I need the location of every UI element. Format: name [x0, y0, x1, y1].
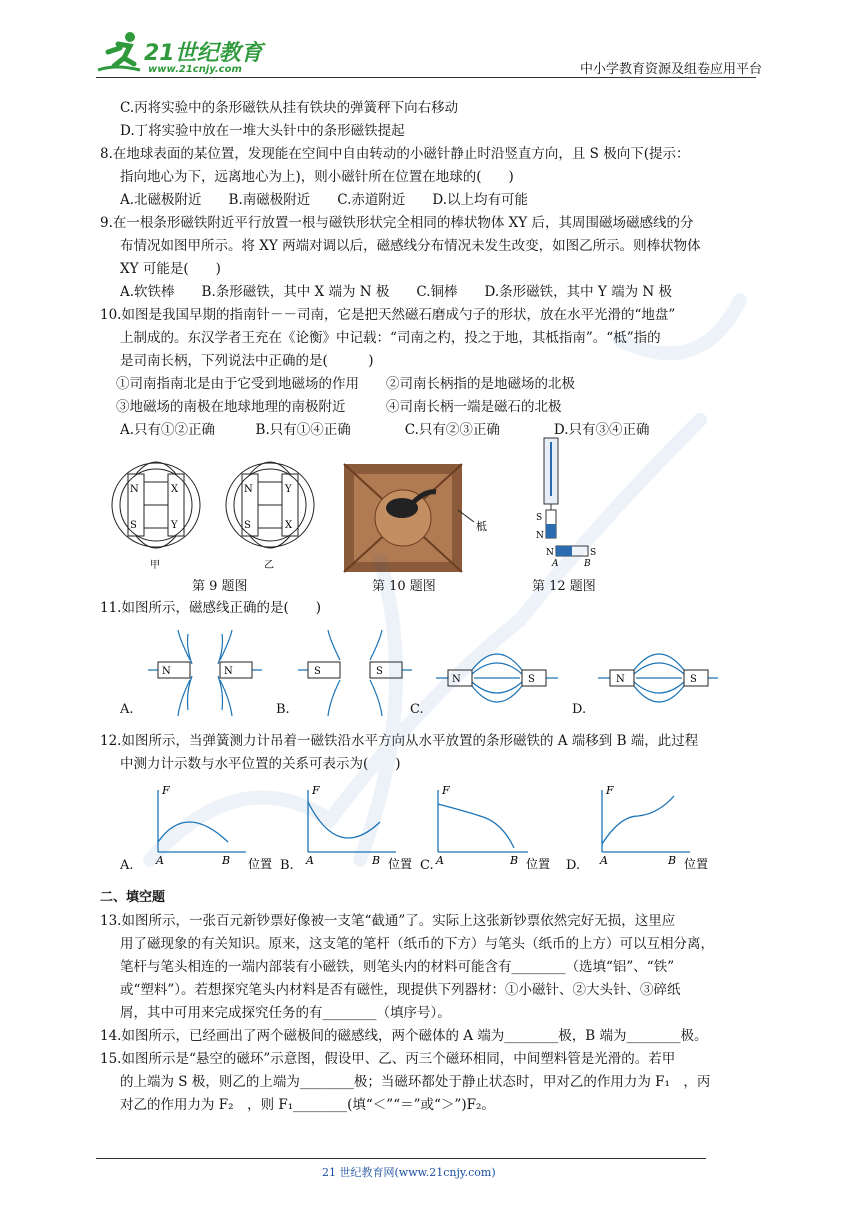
pole-S-label: S: [536, 513, 543, 523]
axis-B-label: B: [222, 854, 231, 867]
question-11: 11.如图所示，磁感线正确的是( ): [100, 600, 322, 616]
q12-graphs: [118, 782, 718, 878]
text-line: 对乙的作用力为 F₂ ，则 F₁________(填“＜”“＝”或“＞”)F₂。: [120, 1097, 495, 1113]
pole-N-label: N: [162, 666, 171, 677]
di-label: 柢: [476, 520, 487, 533]
text-line: C.丙将实验中的条形磁铁从挂有铁块的弹簧秤下向右移动: [120, 100, 459, 116]
end-B-label: B: [584, 559, 591, 568]
figure-jia-label: 甲: [150, 560, 160, 571]
pole-S-label: S: [376, 666, 383, 677]
axis-A-label: A: [306, 854, 314, 867]
text-line: ①司南指南北是由于它受到地磁场的作用 ②司南长柄指的是地磁场的北极: [116, 376, 575, 392]
section-heading: 二、填空题: [100, 890, 166, 905]
axis-A-label: A: [436, 854, 444, 867]
text-line: A.北磁极附近 B.南磁极附近 C.赤道附近 D.以上均有可能: [120, 192, 529, 208]
q11-option-b: B.: [276, 702, 290, 717]
text-line: 笔杆与笔头相连的一端内部装有小磁铁，则笔头内的材料可能含有________（选填“铝”、“铁”: [120, 959, 675, 975]
pole-N-label: N: [546, 548, 554, 558]
text-line: 的上端为 S 极，则乙的上端为________极；当磁环都处于静止状态时，甲对乙的作用力为 F₁ ，丙: [120, 1074, 711, 1090]
text-line: XY 可能是( ): [120, 261, 221, 277]
text-line: 上制成的。东汉学者王充在《论衡》中记载：“司南之杓，投之于地，其柢指南”。“柢”指的: [120, 330, 661, 346]
pole-S-label: S: [130, 520, 137, 531]
q11-option-c: C.: [410, 702, 424, 717]
axis-F-label: F: [312, 784, 320, 797]
axis-A-label: A: [156, 854, 164, 867]
header-logo: [96, 30, 266, 80]
axis-A-label: A: [600, 854, 608, 867]
text-line: 中测力计示数与水平位置的关系可表示为( ): [120, 756, 401, 772]
figure-12-caption: 第 12 题图: [532, 579, 596, 594]
text-line: 或“塑料”）。若想探究笔头内材料是否有磁性，现提供下列器材：①小磁针、②大头针、③碎纸: [120, 982, 681, 998]
axis-B-label: B: [668, 854, 677, 867]
text-line: D.丁将实验中放在一堆大头针中的条形磁铁提起: [120, 123, 405, 139]
pole-N-label: N: [130, 484, 139, 495]
q11-option-d: D.: [572, 702, 587, 717]
question-13: 13.如图所示，一张百元新钞票好像被一支笔“截通”了。实际上这张新钞票依然完好无损，这里应: [100, 913, 676, 929]
text-line: 屑，其中可用来完成探究任务的有________（填序号）。: [120, 1005, 451, 1021]
question-10: 10.如图是我国早期的指南针－－司南，它是把天然磁石磨成勺子的形状，放在水平光滑的“地盘”: [100, 307, 676, 323]
q12-option-d: D.: [566, 858, 581, 873]
pole-S-label: S: [528, 674, 535, 685]
figure-12: [528, 436, 608, 568]
axis-position-label: 位置: [526, 857, 551, 871]
pole-N-label: N: [536, 531, 544, 541]
figure-9-caption: 第 9 题图: [192, 579, 248, 594]
question-14: 14.如图所示，已经画出了两个磁极间的磁感线，两个磁体的 A 端为________极，B 端为________极。: [100, 1028, 708, 1044]
axis-position-label: 位置: [248, 857, 273, 871]
q12-option-c: C.: [420, 858, 434, 873]
text-line: A.软铁棒 B.条形磁铁，其中 X 端为 N 极 C.铜棒 D.条形磁铁，其中 Y 端为 N 极: [120, 284, 673, 300]
figure-10-caption: 第 10 题图: [372, 579, 436, 594]
end-X-label: X: [171, 484, 179, 495]
end-Y-label: Y: [171, 520, 178, 531]
end-X-label: X: [285, 520, 293, 531]
pole-N-label: N: [224, 666, 233, 677]
pole-N-label: N: [244, 484, 253, 495]
text-line: A.只有①②正确 B.只有①④正确 C.只有②③正确 D.只有③④正确: [120, 422, 650, 438]
axis-B-label: B: [372, 854, 381, 867]
text-line: 布情况如图甲所示。将 XY 两端对调以后，磁感线分布情况未发生改变，如图乙所示。则棒状物体: [120, 238, 701, 254]
axis-F-label: F: [162, 784, 170, 797]
logo-main-text: 21世纪教育: [144, 41, 263, 66]
q12-option-b: B.: [280, 858, 294, 873]
axis-position-label: 位置: [388, 857, 413, 871]
pole-N-label: N: [452, 674, 461, 685]
question-9: 9.在一根条形磁铁附近平行放置一根与磁铁形状完全相同的棒状物体 XY 后，其周围磁场磁感线的分: [100, 215, 694, 231]
axis-B-label: B: [510, 854, 519, 867]
pole-S-label: S: [244, 520, 251, 531]
footer-rule: [96, 1158, 706, 1159]
header-rule: [96, 77, 756, 78]
pole-S-label: S: [314, 666, 321, 677]
pole-S-label: S: [590, 548, 597, 558]
pole-S-label: S: [690, 674, 697, 685]
runner-logo-icon: [96, 30, 146, 76]
figure-10-sinan: [340, 460, 500, 576]
text-line: 是司南长柄，下列说法中正确的是( ): [120, 353, 374, 369]
text-line: 用了磁现象的有关知识。原来，这支笔的笔杆（纸币的下方）与笔头（纸币的上方）可以互相分离，: [120, 936, 714, 952]
q12-option-a: A.: [120, 858, 134, 873]
figure-yi-label: 乙: [264, 560, 274, 571]
axis-position-label: 位置: [684, 857, 709, 871]
pole-N-label: N: [616, 674, 625, 685]
logo-url-text: www.21cnjy.com: [148, 64, 242, 75]
axis-F-label: F: [442, 784, 450, 797]
text-line: ③地磁场的南极在地球地理的南极附近 ④司南长柄一端是磁石的北极: [116, 399, 562, 415]
question-15: 15.如图所示是“悬空的磁环”示意图，假设甲、乙、丙三个磁环相同，中间塑料管是光滑的。若甲: [100, 1051, 676, 1067]
footer-text: 21 世纪教育网(www.21cnjy.com): [322, 1166, 496, 1179]
header-right-text: 中小学教育资源及组卷应用平台: [580, 62, 763, 77]
figure-9: [100, 452, 330, 572]
text-line: 指向地心为下，远离地心为上)，则小磁针所在位置在地球的( ): [120, 169, 514, 185]
end-Y-label: Y: [285, 484, 292, 495]
axis-F-label: F: [606, 784, 614, 797]
question-12: 12.如图所示，当弹簧测力计吊着一磁铁沿水平方向从水平放置的条形磁铁的 A 端移到 B 端，此过程: [100, 733, 699, 749]
q11-option-a: A.: [120, 702, 134, 717]
question-8: 8.在地球表面的某位置，发现能在空间中自由转动的小磁针静止时沿竖直方向，且 S 极向下(提示：: [100, 146, 690, 162]
end-A-label: A: [552, 559, 559, 568]
